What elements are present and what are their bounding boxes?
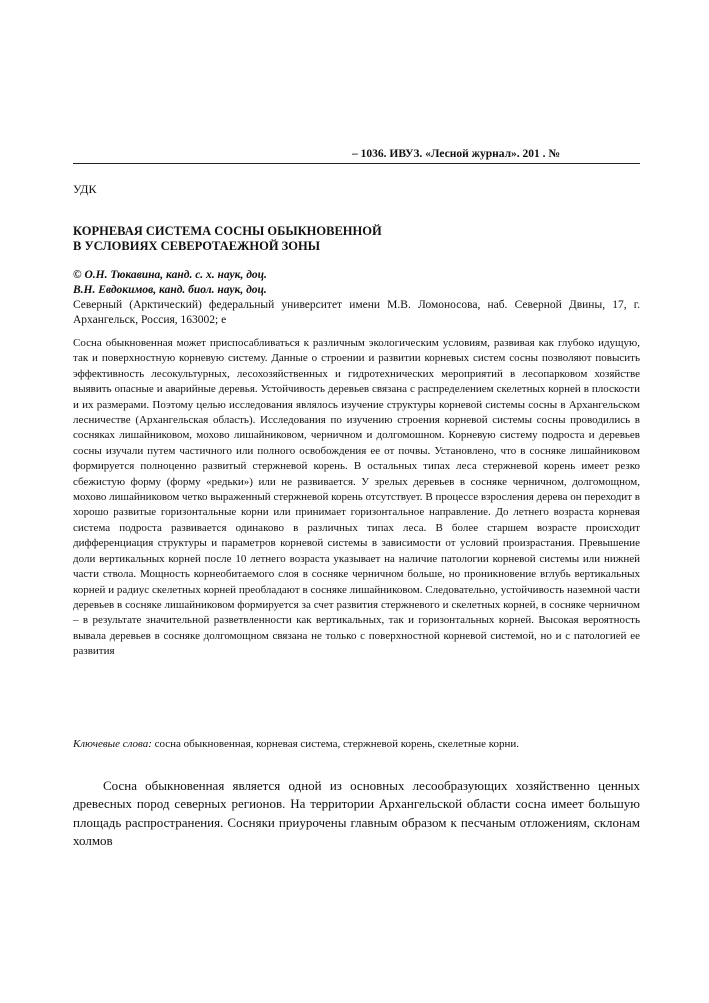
keywords-text: сосна обыкновенная, корневая система, стержневой корень, скелетные корни. [151, 738, 520, 750]
abstract: Сосна обыкновенная может приспосабливаться к различным экологическим условиям, развивая как глубоко идущую, так и поверхностную корневую систему. Данные о строении и развитии корневых систем сосны позволяют повысить эффективность лесокультурных, лесохозяйственных и гидротехнических мероприятий в лесопарковом хозяйстве выявить опасные и аварийные деревья. Устойчивость деревьев связана с распределением скелетных корней в плоскости и их размерами. Поэтому целью исследования являлось изучение структуры корневой системы сосны в Архангельском лесничестве (Архангельская область). Исследования по изучению строения корневой системы сосны проводились в сосняках лишайниковом, мохово лишайниковом, черничном и долгомошном. Корневую систему подроста и деревьев сосны изучали путем частичного или полного освобождения ее от почвы. Установлено, что в сосняке лишайниковом формируется полноценно развитый стержневой корень. В остальных типах леса стержневой корень имеет резко сбежистую форму (форму «редьки») или не развивается. У зрелых деревьев в сосняке черничном, долгомощном, мохово лишайниковом четко выраженный стержневой корень отсутствует. В процессе взросления дерева он переходит в хорошо развитые горизонтальные корни или принимает горизонтальное направление. До летнего возраста корневая система подроста развивается одинаково в различных типах леса. В более старшем возрасте происходит дифференциация структуры и параметров корневой системы в зависимости от условий произрастания. Превышение доли вертикальных корней после 10 летнего возраста указывает на наличие патологии корневой системы или нижней части ствола. Мощность корнеобитаемого слоя в сосняке черничном больше, но проникновение вглубь вертикальных корней и радиус скелетных корней преобладают в сосняке лишайниковом. Следовательно, устойчивость наземной части деревьев в сосняке лишайниковом формируется за счет развития стержневого и скелетных корней, в сосняке черничном – в результате значительной разветвленности как вертикальных, так и горизонтальных корней. Высокая вероятность вывала деревьев в сосняке долгомощном связана не только с поверхностной корневой системой, но и с патологией ее развития [73, 337, 640, 658]
running-title: – 1036. ИВУЗ. «Лесной журнал». 201 . № [352, 148, 560, 160]
keywords-label: Ключевые слова: [73, 738, 152, 750]
running-header [73, 148, 640, 164]
article-title [73, 224, 382, 254]
author-1: © О.Н. Тюкавина, канд. с. х. наук, доц. [73, 269, 267, 281]
authors-block [73, 268, 640, 328]
body-paragraph: Сосна обыкновенная является одной из основных лесообразующих хозяйственно ценных древесных пород северных регионов. На территории Архангельской области сосна имеет большую площадь распространения. Сосняки приурочены главным образом к песчаным отложениям, склонам холмов [73, 778, 640, 849]
affiliation: Северный (Арктический) федеральный университет имени М.В. Ломоносова, наб. Северной Двины, 17, г. Архангельск, Россия, 163002; е [73, 299, 640, 326]
keywords [73, 737, 640, 752]
title-line-2: В УСЛОВИЯХ СЕВЕРОТАЕЖНОЙ ЗОНЫ [73, 239, 321, 253]
title-line-1: КОРНЕВАЯ СИСТЕМА СОСНЫ ОБЫКНОВЕННОЙ [73, 224, 382, 238]
udk-label: УДК [73, 182, 97, 196]
author-2: В.Н. Евдокимов, канд. биол. наук, доц. [73, 284, 267, 296]
